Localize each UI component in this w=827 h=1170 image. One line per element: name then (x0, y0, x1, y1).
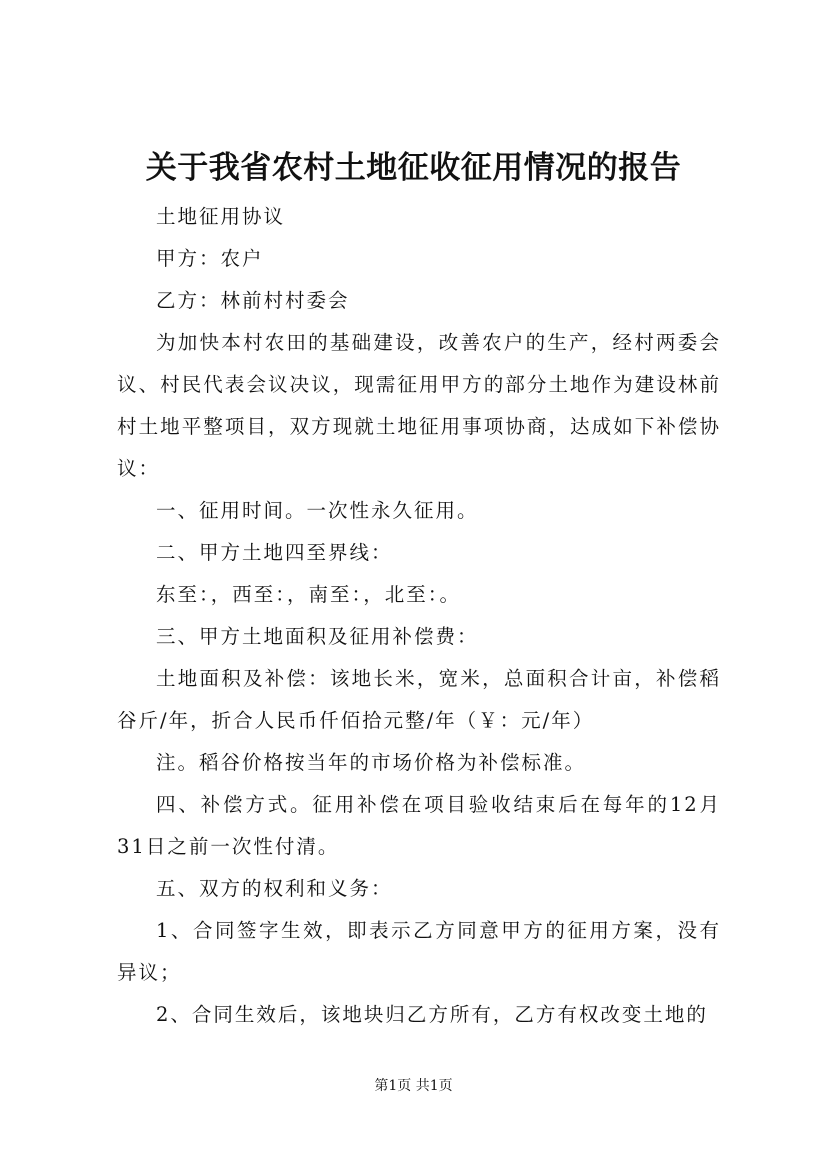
paragraph-item-2: 2、合同生效后，该地块归乙方所有，乙方有权改变土地的 (156, 1003, 708, 1026)
paragraph-preamble: 为加快本村农田的基础建设，改善农户的生产，经村两委会议、村民代表会议决议，现需征用甲方的部分土地作为建设林前村土地平整项目，双方现就土地征用事项协商，达成如下补偿协议： (117, 331, 721, 480)
paragraph-item-1: 1、合同签字生效，即表示乙方同意甲方的征用方案，没有异议； (117, 919, 721, 984)
paragraph-clause-2: 二、甲方土地四至界线： (156, 541, 393, 564)
paragraph-party-b: 乙方：林前村村委会 (156, 289, 350, 312)
paragraph-boundaries: 东至：，西至：，南至：，北至：。 (156, 583, 462, 606)
document-body (117, 196, 721, 1036)
paragraph-agreement-heading: 土地征用协议 (156, 205, 286, 228)
page-footer: 第1页 共1页 (374, 1078, 453, 1094)
paragraph-clause-5: 五、双方的权利和义务： (156, 877, 393, 900)
paragraph-clause-4: 四、补偿方式。征用补偿在项目验收结束后在每年的12月31日之前一次性付清。 (117, 793, 721, 858)
paragraph-party-a: 甲方：农户 (156, 247, 264, 270)
paragraph-clause-1: 一、征用时间。一次性永久征用。 (156, 499, 479, 522)
document-title: 关于我省农村土地征收征用情况的报告 (145, 150, 682, 186)
paragraph-note: 注。稻谷价格按当年的市场价格为补偿标准。 (156, 751, 587, 774)
paragraph-compensation: 土地面积及补偿：该地长米，宽米，总面积合计亩，补偿稻谷斤/年，折合人民币仟佰拾元整/年（￥：元/年） (117, 667, 721, 732)
paragraph-clause-3: 三、甲方土地面积及征用补偿费： (156, 625, 479, 648)
